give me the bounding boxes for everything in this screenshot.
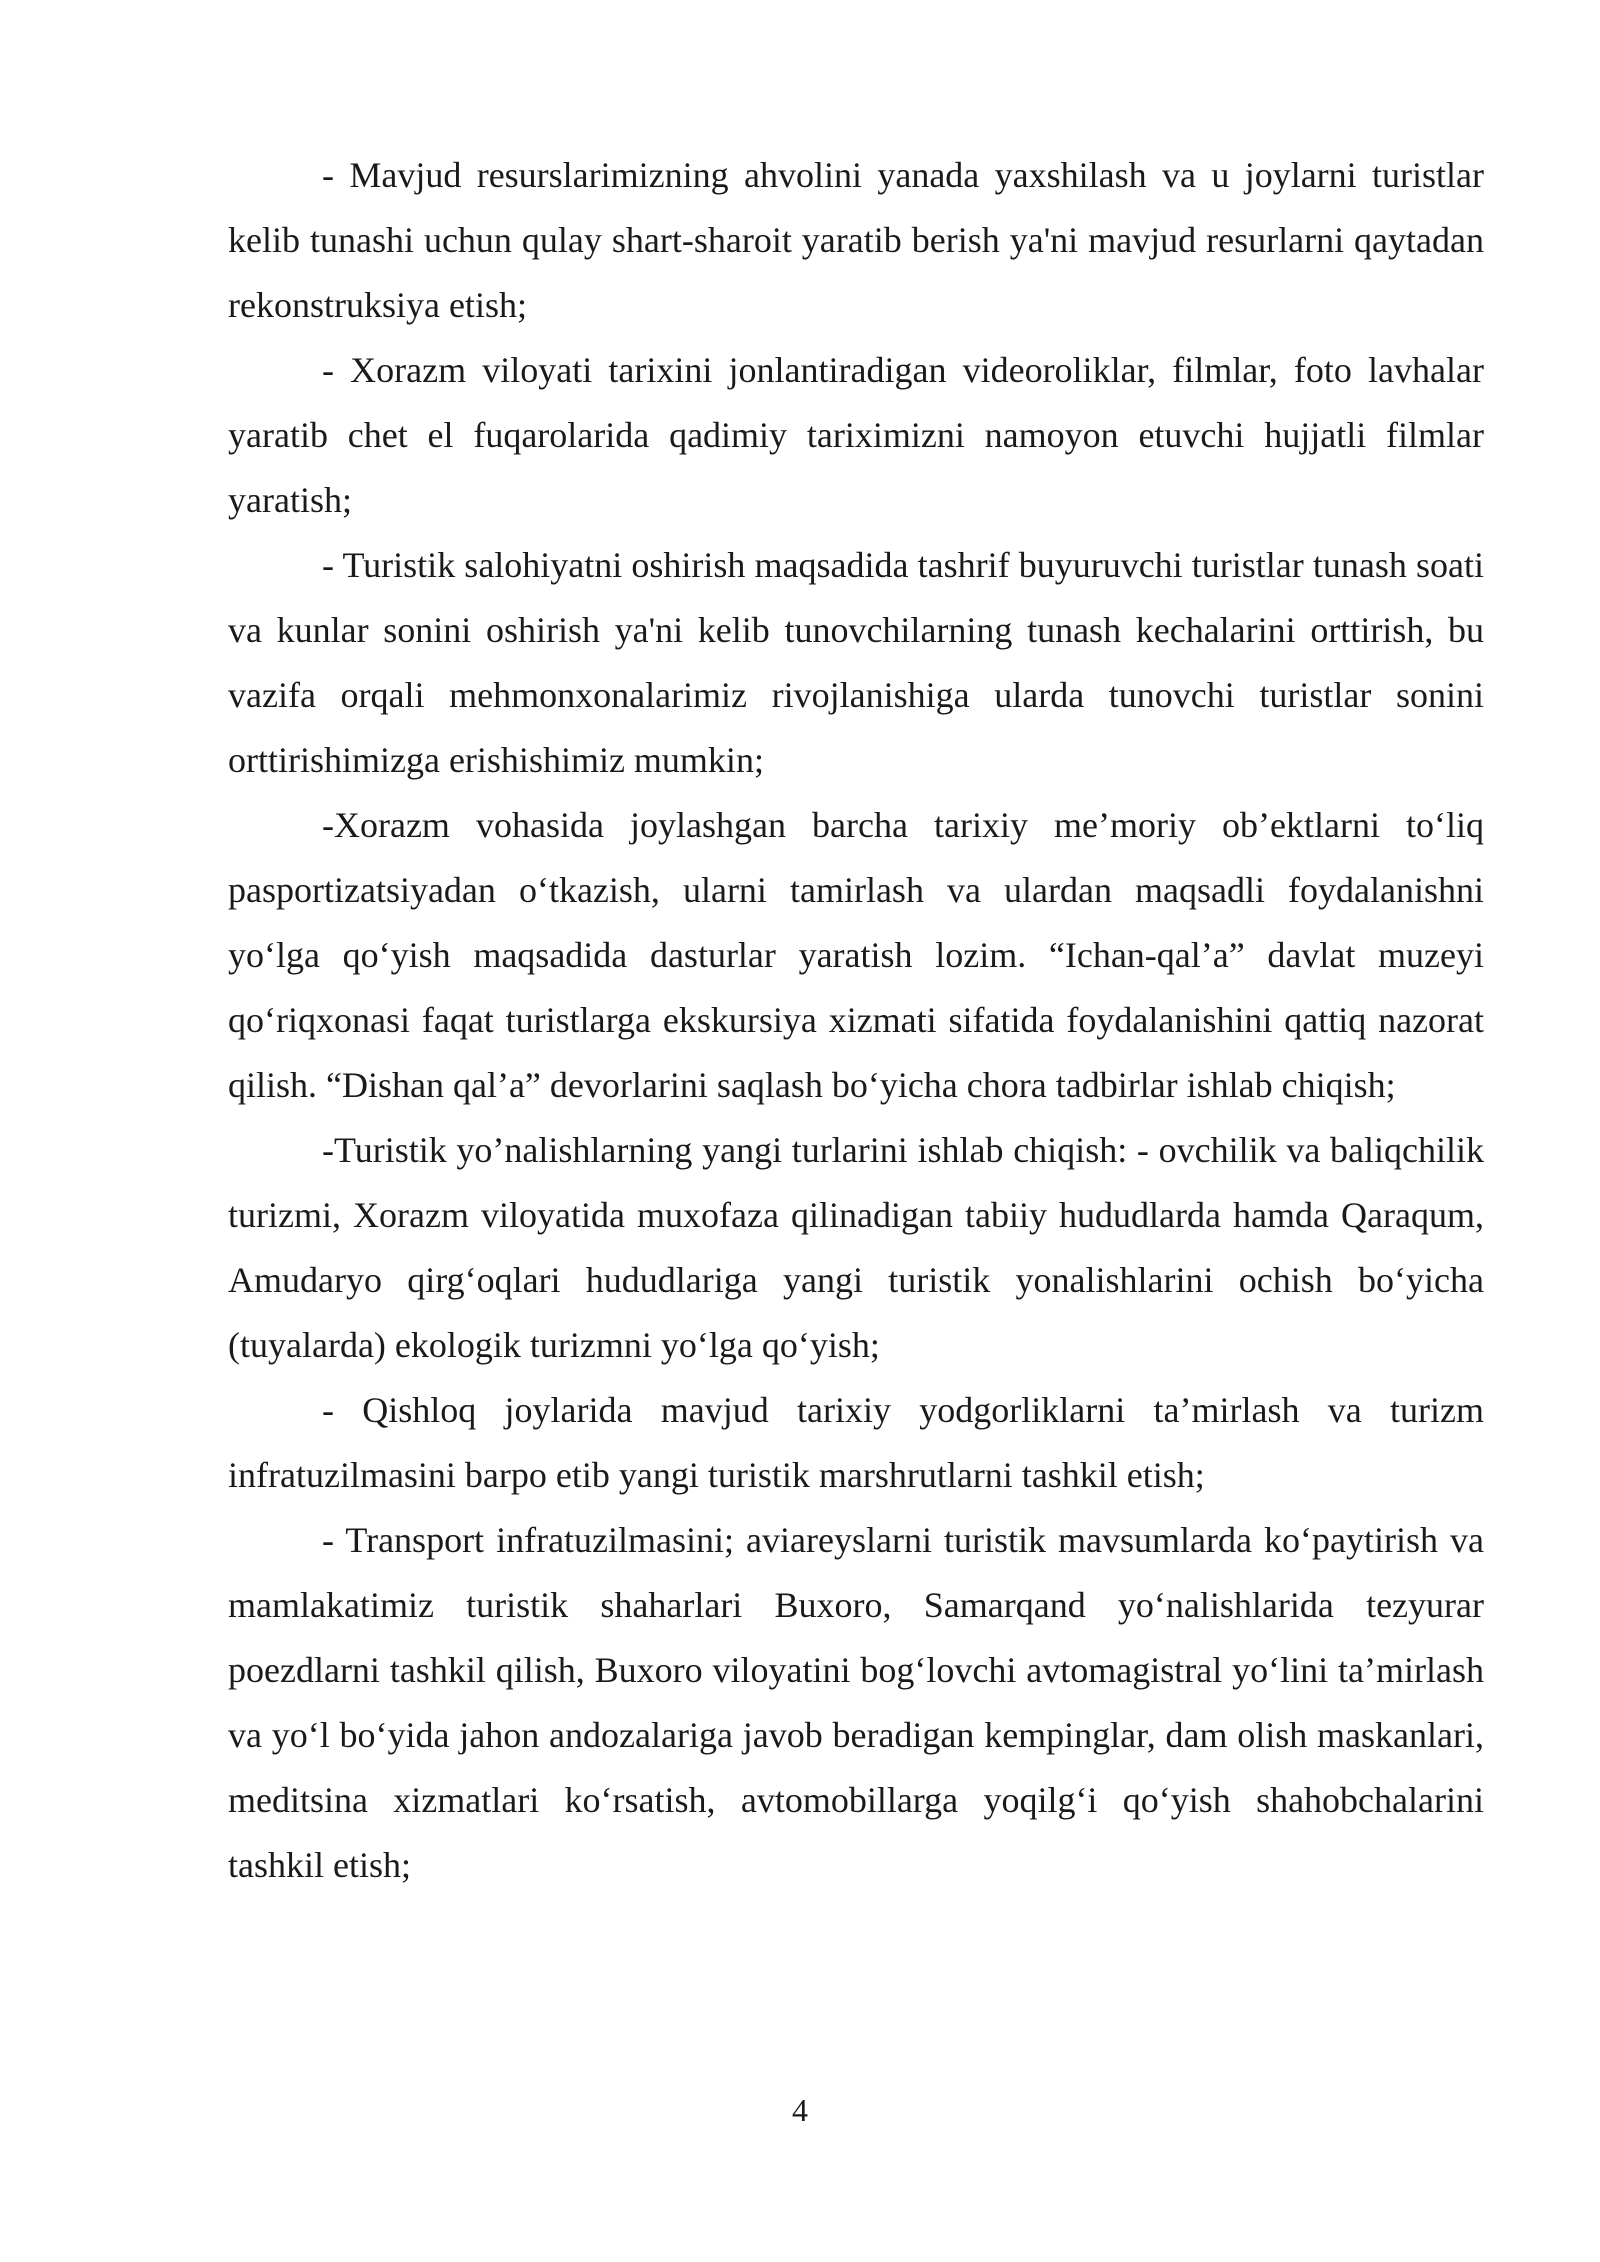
paragraph-videos: - Xorazm viloyati tarixini jonlantiradigan videoroliklar, filmlar, foto lavhalar yaratib chet el fuqarolarida qadimiy tariximizni namoyon etuvchi hujjatli filmlar yaratish; bbox=[228, 350, 1484, 520]
paragraph-historic-objects: -Xorazm vohasida joylashgan barcha tarixiy me’moriy ob’ektlarni to‘liq pasportizatsiyadan o‘tkazish, ularni tamirlash va ulardan maqsadli foydalanishni yo‘lga qo‘yish maqsadida dasturlar yaratish lozim. “Ichan-qal’a” davlat muzeyi qo‘riqxonasi faqat turistlarga ekskursiya xizmati sifatida foydalanishini qattiq nazorat qilish. “Dishan qal’a” devorlarini saqlash bo‘yicha chora tadbirlar ishlab chiqish; bbox=[228, 805, 1484, 1105]
paragraph-resources: - Mavjud resurslarimizning ahvolini yanada yaxshilash va u joylarni turistlar kelib tunashi uchun qulay shart-sharoit yaratib berish ya'ni mavjud resurlarni qaytadan rekonstruksiya etish; bbox=[228, 155, 1484, 325]
paragraph-new-directions: -Turistik yo’nalishlarning yangi turlarini ishlab chiqish: - ovchilik va baliqchilik turizmi, Xorazm viloyatida muxofaza qilinadigan tabiiy hududlarda hamda Qaraqum, Amudaryo qirg‘oqlari hududlariga yangi turistik yonalishlarini ochish bo‘yicha (tuyalarda) ekologik turizmni yo‘lga qo‘yish; bbox=[228, 1130, 1484, 1365]
paragraph-rural-monuments: - Qishloq joylarida mavjud tarixiy yodgorliklarni ta’mirlash va turizm infratuzilmasini barpo etib yangi turistik marshrutlarni tashkil etish; bbox=[228, 1390, 1484, 1495]
body-text bbox=[228, 143, 1484, 1898]
paragraph-tourist-potential: - Turistik salohiyatni oshirish maqsadida tashrif buyuruvchi turistlar tunash soati va kunlar sonini oshirish ya'ni kelib tunovchilarning tunash kechalarini orttirish, bu vazifa orqali mehmonxonalarimiz rivojlanishiga ularda tunovchi turistlar sonini orttirishimizga erishishimiz mumkin; bbox=[228, 545, 1484, 780]
paragraph-transport: - Transport infratuzilmasini; aviareyslarni turistik mavsumlarda ko‘paytirish va mamlakatimiz turistik shaharlari Buxoro, Samarqand yo‘nalishlarida tezyurar poezdlarni tashkil qilish, Buxoro viloyatini bog‘lovchi avtomagistral yo‘lini ta’mirlash va yo‘l bo‘yida jahon andozalariga javob beradigan kempinglar, dam olish maskanlari, meditsina xizmatlari ko‘rsatish, avtomobillarga yoqilg‘i qo‘yish shahobchalarini tashkil etish; bbox=[228, 1520, 1484, 1885]
page-number: 4 bbox=[792, 2092, 808, 2128]
